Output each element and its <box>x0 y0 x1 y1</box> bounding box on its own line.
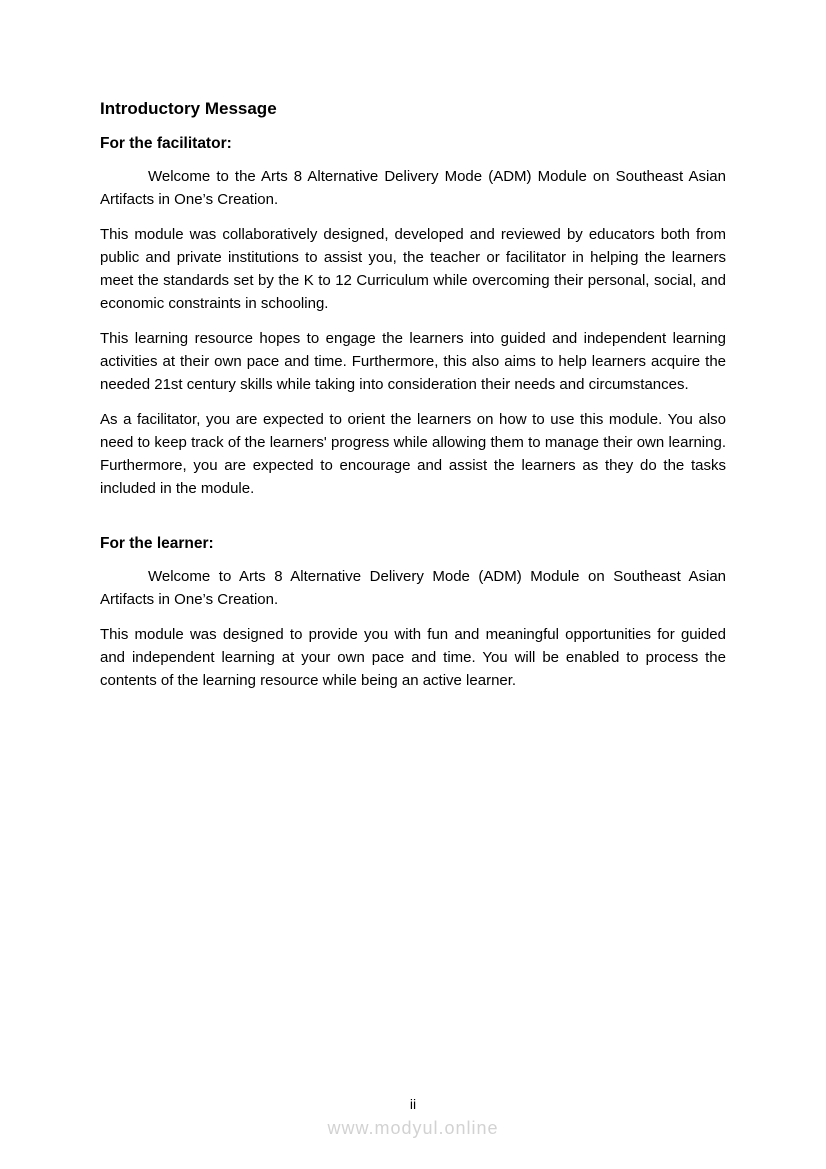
facilitator-paragraph-collaboration: This module was collaboratively designed, developed and reviewed by educators both from public and private institutions to assist you, the teacher or facilitator in helping the learners meet the standards set by the K to 12 Curriculum while overcoming their personal, social, and economic constraints in schooling. <box>100 226 726 312</box>
learner-paragraph-purpose: This module was designed to provide you with fun and meaningful opportunities for guided and independent learning at your own pace and time. You will be enabled to process the contents of the learning resource while being an active learner. <box>100 626 726 689</box>
facilitator-paragraph-learning-resource: This learning resource hopes to engage the learners into guided and independent learning activities at their own pace and time. Furthermore, this also aims to help learners acquire the needed 21st century skills while taking into consideration their needs and circumstances. <box>100 330 726 393</box>
facilitator-paragraph-expectations: As a facilitator, you are expected to orient the learners on how to use this module. You also need to keep track of the learners' progress while allowing them to manage their own learning. Furthermore, you are expected to encourage and assist the learners as they do the tasks included in the module. <box>100 411 726 497</box>
facilitator-paragraph-welcome: Welcome to the Arts 8 Alternative Delivery Mode (ADM) Module on Southeast Asian Artifacts in One’s Creation. <box>100 168 726 208</box>
page-number: ii <box>409 1096 417 1112</box>
learner-paragraph-welcome: Welcome to Arts 8 Alternative Delivery Mode (ADM) Module on Southeast Asian Artifacts in One’s Creation. <box>100 568 726 608</box>
page-title: Introductory Message <box>100 99 277 118</box>
site-watermark: www.modyul.online <box>327 1118 499 1138</box>
learner-section-heading: For the learner: <box>100 535 214 552</box>
facilitator-section-heading: For the facilitator: <box>100 135 232 152</box>
